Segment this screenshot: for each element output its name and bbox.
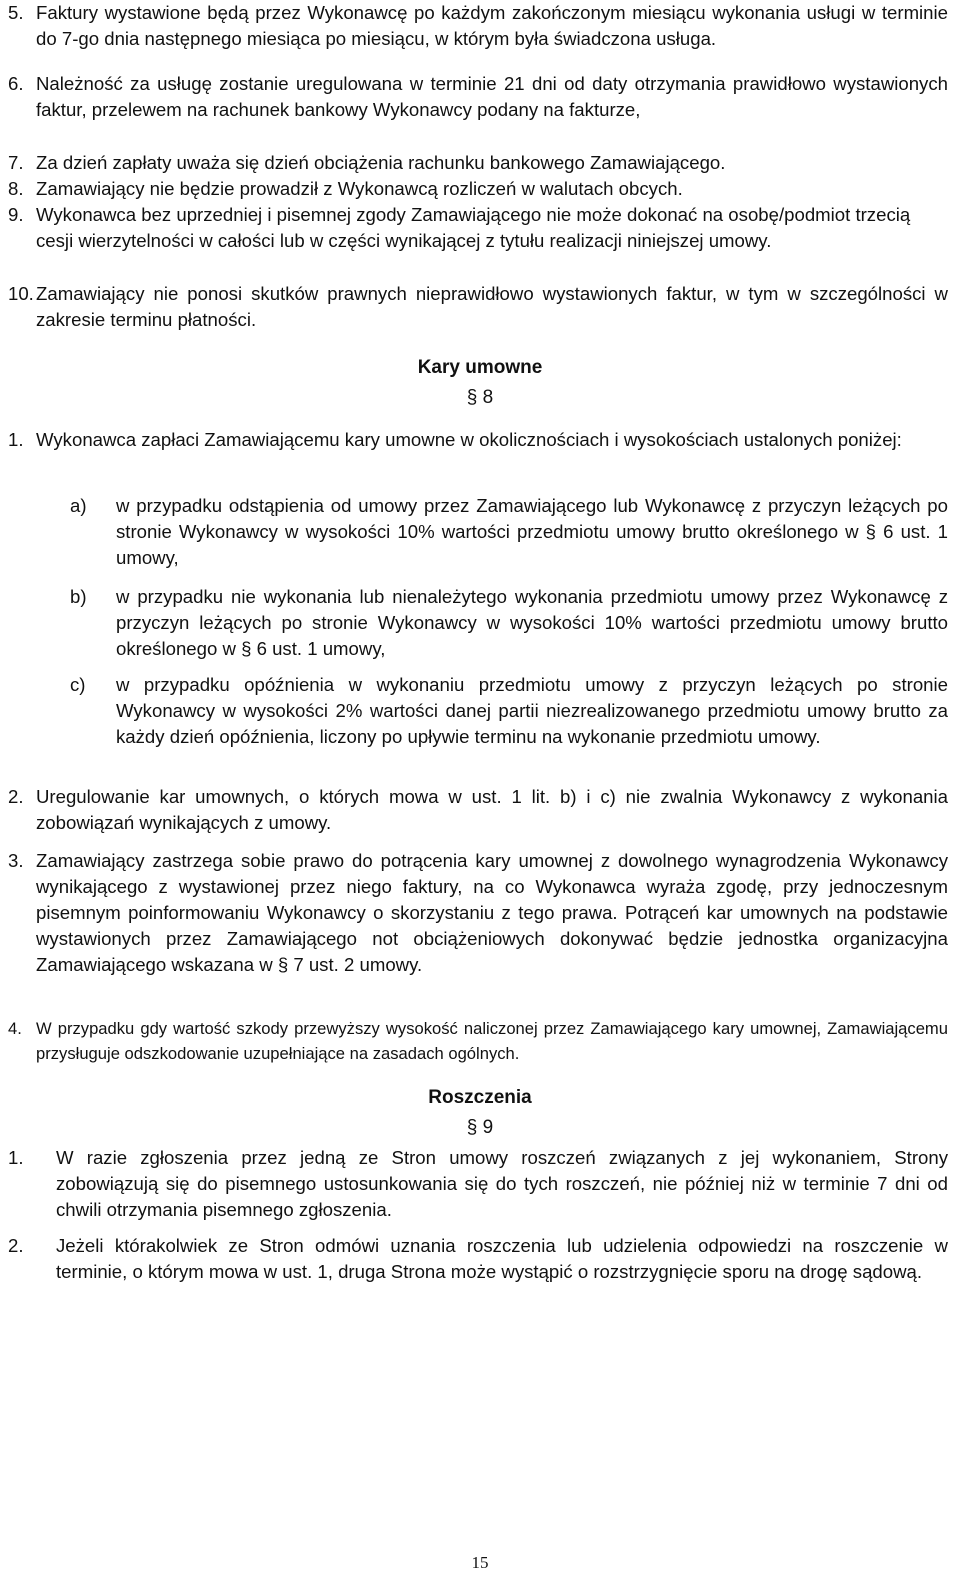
list-number: 6. xyxy=(8,73,24,94)
list-text: W razie zgłoszenia przez jedną ze Stron umowy roszczeń związanych z jej wykonaniem, Strony zobowiązują się do pisemnego ustosunkowania się do tych roszczeń, nie później niż w terminie 7 dni od chwili otrzymania pisemnego zgłoszenia. xyxy=(56,1147,948,1220)
list-number: 4. xyxy=(8,1019,22,1038)
list-text: Za dzień zapłaty uważa się dzień obciążenia rachunku bankowego Zamawiającego. xyxy=(36,152,726,173)
list-text: Faktury wystawione będą przez Wykonawcę po każdym zakończonym miesiącu wykonania usługi w terminie do 7-go dnia następnego miesiąca po miesiącu, w którym była świadczona usługa. xyxy=(36,2,948,49)
list-number: 10. xyxy=(8,283,34,304)
penalty-item-3 xyxy=(8,848,948,978)
section-heading-roszczenia: Roszczenia xyxy=(428,1087,532,1108)
penalty-subitem-b xyxy=(70,584,948,662)
claims-item-1 xyxy=(8,1145,948,1223)
list-text: Zamawiający zastrzega sobie prawo do potrącenia kary umownej z dowolnego wynagrodzenia Wykonawcy wynikającego z wystawionej przez niego faktury, na co Wykonawca wyraża zgodę, przy jednoczesnym pisemnym poinformowaniu Wykonawcy o skorzystaniu z tego prawa. Potrąceń kar umownych na podstawie wystawionych przez Zamawiającego not obciążeniowych dokonywać będzie jednostka organizacyjna Zamawiającego wskazana w § 7 ust. 2 umowy. xyxy=(36,850,948,975)
list-item-9 xyxy=(8,202,948,254)
list-item-6 xyxy=(8,71,948,123)
list-number: 2. xyxy=(8,1235,24,1256)
list-text: Wykonawca zapłaci Zamawiającemu kary umowne w okolicznościach i wysokościach ustalonych poniżej: xyxy=(36,429,902,450)
list-number: 7. xyxy=(8,152,24,173)
section-heading-kary-umowne: Kary umowne xyxy=(417,357,543,378)
subitem-label: b) xyxy=(70,586,87,607)
list-text: Uregulowanie kar umownych, o których mowa w ust. 1 lit. b) i c) nie zwalnia Wykonawcy z wykonania zobowiązań wynikających z umowy. xyxy=(36,786,948,833)
section-number-9: § 9 xyxy=(466,1117,494,1138)
list-number: 2. xyxy=(8,786,24,807)
list-text: Zamawiający nie będzie prowadził z Wykonawcą rozliczeń w walutach obcych. xyxy=(36,178,683,199)
penalty-item-2 xyxy=(8,784,948,836)
list-number: 9. xyxy=(8,204,24,225)
list-number: 3. xyxy=(8,850,24,871)
page-number: 15 xyxy=(471,1553,489,1572)
penalty-subitem-a xyxy=(70,493,948,571)
section-number-8: § 8 xyxy=(466,387,494,408)
list-text: Należność za usługę zostanie uregulowana w terminie 21 dni od daty otrzymania prawidłowo wystawionych faktur, przelewem na rachunek bankowy Wykonawcy podany na fakturze, xyxy=(36,73,948,120)
list-item-8 xyxy=(8,176,948,202)
list-text: Zamawiający nie ponosi skutków prawnych nieprawidłowo wystawionych faktur, w tym w szczególności w zakresie terminu płatności. xyxy=(36,283,948,330)
list-item-5 xyxy=(8,0,948,52)
list-number: 1. xyxy=(8,429,24,450)
subitem-label: c) xyxy=(70,674,86,695)
claims-item-2 xyxy=(8,1233,948,1285)
penalty-subitem-c xyxy=(70,672,948,750)
subitem-text: w przypadku nie wykonania lub nienależytego wykonania przedmiotu umowy przez Wykonawcę z przyczyn leżących po stronie Wykonawcy w wysokości 10% wartości przedmiotu umowy brutto określonego w § 6 ust. 1 umowy, xyxy=(116,586,948,659)
list-item-10 xyxy=(8,281,948,333)
list-number: 5. xyxy=(8,2,24,23)
penalty-item-4 xyxy=(8,1016,948,1066)
subitem-text: w przypadku opóźnienia w wykonaniu przedmiotu umowy z przyczyn leżących po stronie Wykonawcy w wysokości 2% wartości danej partii niezrealizowanego przedmiotu umowy brutto za każdy dzień opóźnienia, liczony po upływie terminu na wykonanie przedmiotu umowy. xyxy=(116,674,948,747)
penalty-item-1 xyxy=(8,427,948,453)
list-text: Jeżeli którakolwiek ze Stron odmówi uznania roszczenia lub udzielenia odpowiedzi na roszczenie w terminie, o którym mowa w ust. 1, druga Strona może wystąpić o rozstrzygnięcie sporu na drogę sądową. xyxy=(56,1235,948,1282)
list-item-7 xyxy=(8,150,948,176)
subitem-text: w przypadku odstąpienia od umowy przez Zamawiającego lub Wykonawcę z przyczyn leżących po stronie Wykonawcy w wysokości 10% wartości przedmiotu umowy brutto określonego w § 6 ust. 1 umowy, xyxy=(116,495,948,568)
list-text: Wykonawca bez uprzedniej i pisemnej zgody Zamawiającego nie może dokonać na osobę/podmiot trzecią cesji wierzytelności w całości lub w części wynikającej z tytułu realizacji niniejszej umowy. xyxy=(36,204,911,251)
list-text: W przypadku gdy wartość szkody przewyższy wysokość naliczonej przez Zamawiającego kary umownej, Zamawiającemu przysługuje odszkodowanie uzupełniające na zasadach ogólnych. xyxy=(36,1019,948,1063)
list-number: 8. xyxy=(8,178,24,199)
subitem-label: a) xyxy=(70,495,87,516)
list-number: 1. xyxy=(8,1147,24,1168)
